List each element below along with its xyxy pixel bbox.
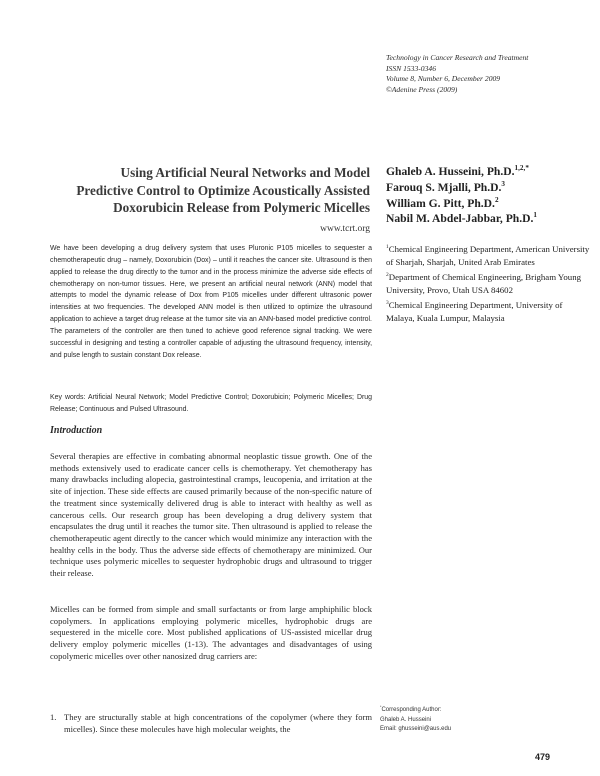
journal-info	[386, 53, 586, 95]
author: Farouq S. Mjalli, Ph.D.$^3$	[386, 179, 506, 194]
author: Ghaleb A. Husseini, Ph.D.$^{1,2,*}$	[386, 164, 529, 178]
article-title	[60, 164, 370, 217]
section-heading-introduction: Introduction	[50, 425, 103, 436]
title-line: Predictive Control to Optimize Acoustically Assisted	[76, 182, 370, 198]
keywords: Key words: Artificial Neural Network; Model Predictive Control; Doxorubicin; Polymeric Micelles; Drug Release; Continuous and Pulsed Ultrasound.	[50, 394, 372, 413]
journal-volume: Volume 8, Number 6, December 2009	[386, 74, 501, 84]
author: William G. Pitt, Ph.D.$^2$	[386, 195, 499, 210]
page-number: 479	[534, 752, 550, 762]
author: Nabil M. Abdel-Jabbar, Ph.D.$^1$	[386, 211, 538, 226]
affiliations	[386, 243, 591, 328]
title-line: Doxorubicin Release from Polymeric Micelles	[113, 200, 370, 215]
journal-name: Technology in Cancer Research and Treatment	[386, 53, 529, 62]
journal-issn: ISSN 1533-0346	[386, 63, 436, 73]
list-item-text: They are structurally stable at high concentrations of the copolymer (where they form micelles). Since these molecules have high molecular weights, the	[64, 712, 372, 734]
title-line: Using Artificial Neural Networks and Model	[120, 165, 370, 180]
footnote-email[interactable]: Email: ghusseini@aus.edu	[380, 726, 452, 733]
author-list	[386, 164, 596, 227]
list-item-number: 1.	[50, 712, 57, 722]
journal-publisher: ©Adenine Press (2009)	[386, 84, 458, 94]
footnote-name: Ghaleb A. Husseini	[380, 716, 432, 723]
body-paragraph: Micelles can be formed from simple and small surfactants or from large amphiphilic block copolymers. In applications employing polymeric micelles, hydrophobic drugs are sequestered in the micelle core. Most published applications of US-assisted micellar drug delivery employ polymeric micelles (1-13). The advantages and disadvantages of using copolymeric micelles over other nanosized drug carriers are:	[50, 604, 372, 661]
journal-website[interactable]: www.tcrt.org	[320, 224, 370, 234]
corresponding-author-footnote	[380, 706, 560, 735]
affiliation: $^3$Chemical Engineering Department, University of Malaya, Kuala Lumpur, Malaysia	[386, 300, 563, 323]
footnote-label: *Corresponding Author:	[380, 705, 442, 713]
affiliation: $^2$Department of Chemical Engineering, Brigham Young University, Provo, Utah USA 84602	[386, 272, 581, 295]
abstract: We have been developing a drug delivery system that uses Pluronic P105 micelles to sequester a chemotherapeutic drug – namely, Doxorubicin (Dox) – until it reaches the cancer site. Ultrasound is then applied to release the drug directly to the tumor and in the process minimize the adverse side effects of chemotherapy on non-tumor tissues. Here, we present an artificial neural network (ANN) model that attempts to model the dynamic release of Dox from P105 micelles under different ultrasonic power intensities at two frequencies. The developed ANN model is then utilized to optimize the ultrasound application to achieve a target drug release at the tumor site via an ANN-based model predictive control. The parameters of the controller are then tuned to achieve good reference signal tracking. We were successful in designing and testing a controller capable of adjusting the ultrasound frequency, intensity, and pulse length to sustain constant Dox release.	[50, 245, 372, 359]
body-paragraph: Several therapies are effective in combating abnormal neoplastic tissue growth. One of the methods extensively used to eradicate cancer cells is chemotherapy. Yet chemotherapy has many drawbacks including alopecia, gastrointestinal cramps, leucopenia, and irritation at the site of injection. These side effects are caused primarily because of the non-specific nature of the treatment since systemically delivered drug is able to interact with healthy as well as cancerous cells. Our research group has been developing a drug delivery system that encapsulates the drug until it reaches the tumor site. Then ultrasound is applied to release the chemotherapeutic agent directly to the cancer which would minimize any interaction with the healthy cells in the body. Thus the adverse side effects of chemotherapy are minimized. Our technique uses polymeric micelles to sequester hydrophobic drugs and ultrasound to trigger their release.	[50, 451, 372, 579]
affiliation: $^1$Chemical Engineering Department, American University of Sharjah, Sharjah, United Arab Emirates	[386, 244, 590, 267]
